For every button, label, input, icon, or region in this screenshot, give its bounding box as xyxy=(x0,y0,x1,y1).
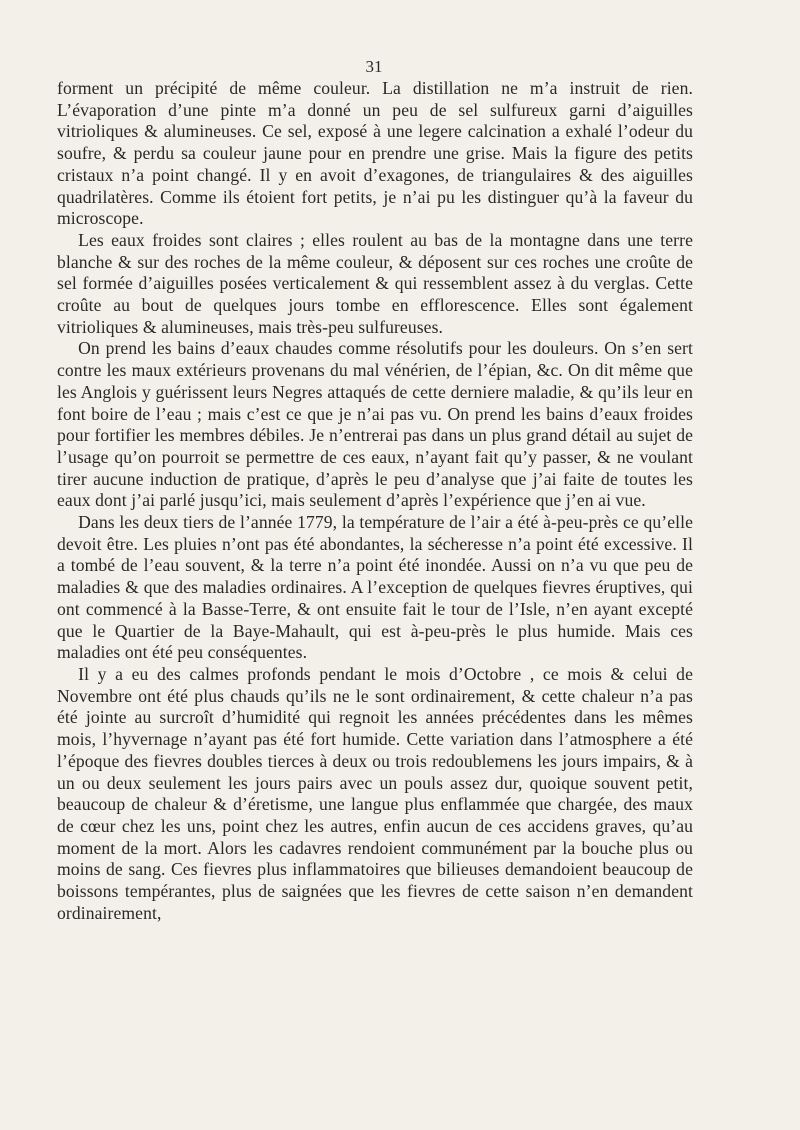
paragraph-cold-waters: Les eaux froides sont claires ; elles roulent au bas de la montagne dans une terre blanche & sur des roches de la même couleur, & déposent sur ces roches une croûte de sel formée d’aiguilles posées verticalement & qui ressemblent assez à du verglas. Cette croûte au bout de quelques jours tombe en efflorescence. Elles sont également vitrioliques & alumineuses, mais très-peu sulfureuses. xyxy=(57,229,693,337)
paragraph-baths-usage: On prend les bains d’eaux chaudes comme résolutifs pour les douleurs. On s’en sert contre les maux extérieurs provenans du mal vénérien, de l’épian, &c. On dit même que les Anglois y guérissent leurs Negres attaqués de cette derniere maladie, & qu’ils leur en font boire de l’eau ; mais c’est ce que je n’ai pas vu. On prend les bains d’eaux froides pour fortifier les membres débiles. Je n’entrerai pas dans un plus grand détail au sujet de l’usage qu’on pourroit se permettre de ces eaux, n’ayant fait qu’y passer, & ne voulant tirer aucune induction de pratique, d’après le peu d’analyse que j’ai faite de toutes les eaux dont j’ai parlé jusqu’ici, mais seulement d’après l’expérience que j’en ai vue. xyxy=(57,338,693,511)
paragraph-fevers: Il y a eu des calmes profonds pendant le mois d’Octobre , ce mois & celui de Novembre ont été plus chauds qu’ils ne le sont ordinairement, & cette chaleur n’a pas été jointe au surcroît d’humidité qui regnoit les années précédentes dans les mêmes mois, l’hyvernage n’ayant pas été fort humide. Cette variation dans l’atmosphere a été l’époque des fievres doubles tierces à deux ou trois redoublemens les jours impairs, & à un ou deux seulement les jours pairs avec un pouls assez dur, quoique souvent petit, beaucoup de chaleur & d’éretisme, une langue plus enflammée que chargée, des maux de cœur chez les uns, point chez les autres, enfin aucun de ces accidens graves, qu’au moment de la mort. Alors les cadavres rendoient communément par la bouche plus ou moins de sang. Ces fievres plus inflammatoires que bilieuses demandoient beaucoup de boissons tempérantes, plus de saignées que les fievres de cette saison n’en demandent ordinairement, xyxy=(57,663,693,923)
page-body-text xyxy=(57,78,693,924)
page-number: 31 xyxy=(365,57,383,76)
paragraph-distillation: forment un précipité de même couleur. La distillation ne m’a instruit de rien. L’évaporation d’une pinte m’a donné un peu de sel sulfureux garni d’aiguilles vitrioliques & alumineuses. Ce sel, exposé à une legere calcination a exhalé l’odeur du soufre, & perdu sa couleur jaune pour en prendre une grise. Mais la figure des petits cristaux n’a point changé. Il y en avoit d’exagones, de triangulaires & des aiguilles quadrilatères. Comme ils étoient fort petits, je n’ai pu les distinguer qu’à la faveur du microscope. xyxy=(57,78,693,229)
paragraph-temperature-1779: Dans les deux tiers de l’année 1779, la température de l’air a été à-peu-près ce qu’elle devoit être. Les pluies n’ont pas été abondantes, la sécheresse n’a point été excessive. Il a tombé de l’eau souvent, & la terre n’a point été inondée. Aussi on n’a vu que peu de maladies & que des maladies ordinaires. A l’exception de quelques fievres éruptives, qui ont commencé à la Basse-Terre, & ont ensuite fait le tour de l’Isle, n’en ayant excepté que le Quartier de la Baye-Mahault, qui est à-peu-près le plus humide. Mais ces maladies ont été peu conséquentes. xyxy=(57,512,693,663)
